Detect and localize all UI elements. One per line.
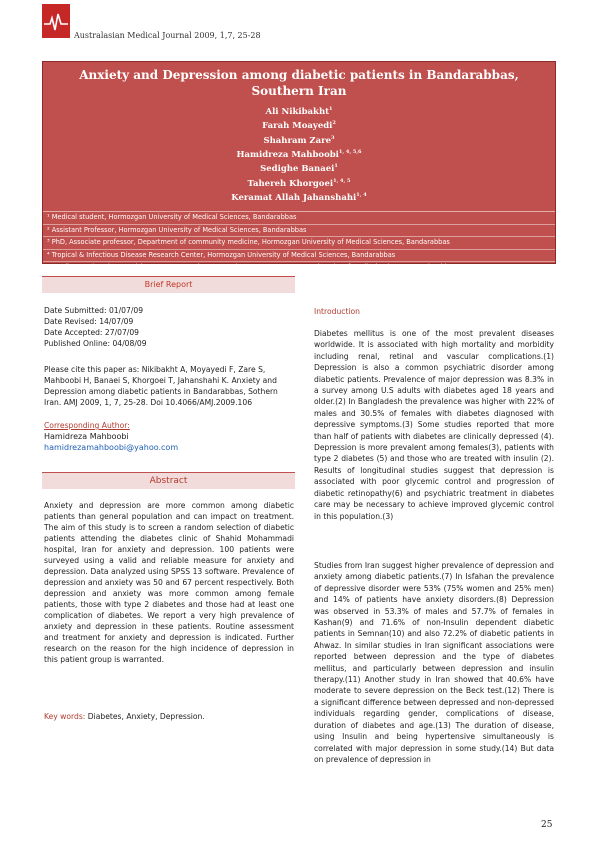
introduction-title: Introduction [314, 307, 360, 316]
keywords-text: Diabetes, Anxiety, Depression. [87, 712, 205, 721]
author-name: Farah Moayedi$^2$ [262, 120, 336, 132]
corresponding-author-name: Hamidreza Mahboobi [44, 432, 129, 441]
date-accepted: Date Accepted: 27/07/09 [44, 328, 140, 337]
journal-citation-line: Australasian Medical Journal 2009, 1,7, 25-28 [74, 31, 261, 40]
article-header-box [42, 61, 556, 271]
brief-report-band [42, 276, 295, 293]
affiliation: ² Assistant Professor, Hormozgan University of Medical Sciences, Bandarabbas [43, 224, 555, 236]
date-published: Published Online: 04/08/09 [44, 339, 147, 348]
author-name: Tahereh Khorgoei$^{1, 4, 5}$ [247, 177, 351, 189]
submission-dates [44, 305, 294, 349]
journal-logo [42, 4, 70, 38]
heartbeat-logo-icon [42, 4, 70, 38]
abstract-band [42, 472, 295, 489]
introduction-heading [314, 306, 554, 317]
keywords-label: Key words: [44, 712, 86, 721]
author-list [43, 104, 555, 204]
corresponding-author-title: Corresponding Author: [44, 421, 130, 430]
author-name: Ali Nikibakht$^1$ [265, 106, 333, 117]
affiliation: ⁴ Tropical & Infectious Disease Research Center, Hormozgan University of Medical Sciences, Bandarabbas [43, 249, 555, 261]
date-submitted: Date Submitted: 01/07/09 [44, 306, 144, 315]
introduction-paragraph-1: Diabetes mellitus is one of the most prevalent diseases worldwide. It is associated with high mortality and morbidity including renal, retinal and vascular complications.(1) Depression is also a common psychiatric disorder among diabetic patients. Prevalence of major depression was 8.3% in a survey among U.S adults with diabetes aged 18 years and older.(2) In Bangladesh the prevalence was higher with 22% of males and 30.5% of females with diabetes diagnosed with depressive symptoms.(3) Some studies reported that more than half of patients with diabetes are clinically depressed (4). Depression is more prevalent among females(3), patients with type 2 diabetes (5) and those who are treated with insulin (2). Results of longitudinal studies suggest that depression is associated with poor glycemic control and progression of diabetic retinopathy(6) and psychiatric treatment in diabetes care may be necessary to achieve improved glycemic control in this population.(3) [314, 329, 554, 521]
abstract-text: Anxiety and depression are more common among diabetic patients than general population and can impact on treatment. The aim of this study is to screen a random selection of diabetic patients attending the diabetes clinic of Shahid Mohammadi hospital, Iran for anxiety and depression. 100 patients were surveyed using a valid and reliable measure for anxiety and depression. Data analyzed using SPSS 13 software. Prevalence of depression and anxiety was 50 and 67 percent respectively. Both depression and anxiety was more common among female patients, those with type 2 diabetes and those had at least one complication of diabetes. We report a very high prevalence of anxiety and depression in these patients. Routine assessment and treatment for anxiety and depression is indicated. Further research on the reason for the high incidence of depression in this patient group is warranted. [44, 501, 294, 664]
brief-report-label: Brief Report [144, 280, 193, 289]
keywords [44, 711, 294, 722]
article-title: Anxiety and Depression among diabetic patients in Bandarabbas, Southern Iran [79, 68, 519, 98]
affiliation: ³ PhD, Associate professor, Department of community medicine, Hormozgan University of Medical Sciences, Bandarabbas [43, 236, 555, 248]
page-number: 25 [541, 820, 553, 830]
affiliation-list [43, 211, 555, 285]
affiliation: ¹ Medical student, Hormozgan University of Medical Sciences, Bandarabbas [47, 213, 297, 222]
date-revised: Date Revised: 14/07/09 [44, 317, 134, 326]
author-name: Hamidreza Mahboobi$^{1, 4, 5,6}$ [236, 148, 362, 160]
citation-text: Please cite this paper as: Nikibakht A, Moyayedi F, Zare S, Mahboobi H, Banaei S, Khorgoei T, Jahanshahi K. Anxiety and Depression among diabetic patients in Bandarabbas, Sothern Iran. AMJ 2009, 1, 7, 25-28. Doi 10.4066/AMJ.2009.106 [44, 365, 278, 407]
abstract-heading: Abstract [149, 476, 188, 486]
author-name: Keramat Allah Jahanshahi$^{1, 4}$ [231, 191, 367, 203]
corresponding-author [44, 420, 294, 453]
introduction-paragraph-2: Studies from Iran suggest higher prevalence of depression and anxiety among diabetic patients.(7) In Isfahan the prevalence of depressive disorder were 53% (75% women and 25% men) and 14% of patients have anxiety disorders.(8) Depression was observed in 53.3% of males and 57.7% of females in Kashan(9) and 71.6% of non-Insulin dependent diabetic patients in Semnan(10) and also 72.2% of diabetic patients in Ahwaz. In similar studies in Iran significant associations were reported between depression and the type of diabetes mellitus, and particularly between depression and insulin therapy.(11) Another study in Iran showed that 40.6% have moderate to severe depression on the Beck test.(12) There is a significant difference between depressed and non-depressed individuals regarding gender, complications of disease, duration of diabetes and age.(13) The duration of disease, using Insulin and being hypertensive simultaneously is correlated with major depression in some study.(14) But data on prevalence of depression in [314, 561, 554, 764]
author-name: Sedighe Banaei$^1$ [260, 163, 338, 175]
corresponding-author-email[interactable]: hamidrezamahboobi@yahoo.com [44, 443, 179, 452]
affiliation: ⁵ Cardiovascular Disease Risk Factors Prevention Research Center, Hormozgan University of Medical Sciences, Bandarabbas [43, 261, 555, 273]
author-name: Shahram Zare$^3$ [263, 134, 335, 146]
